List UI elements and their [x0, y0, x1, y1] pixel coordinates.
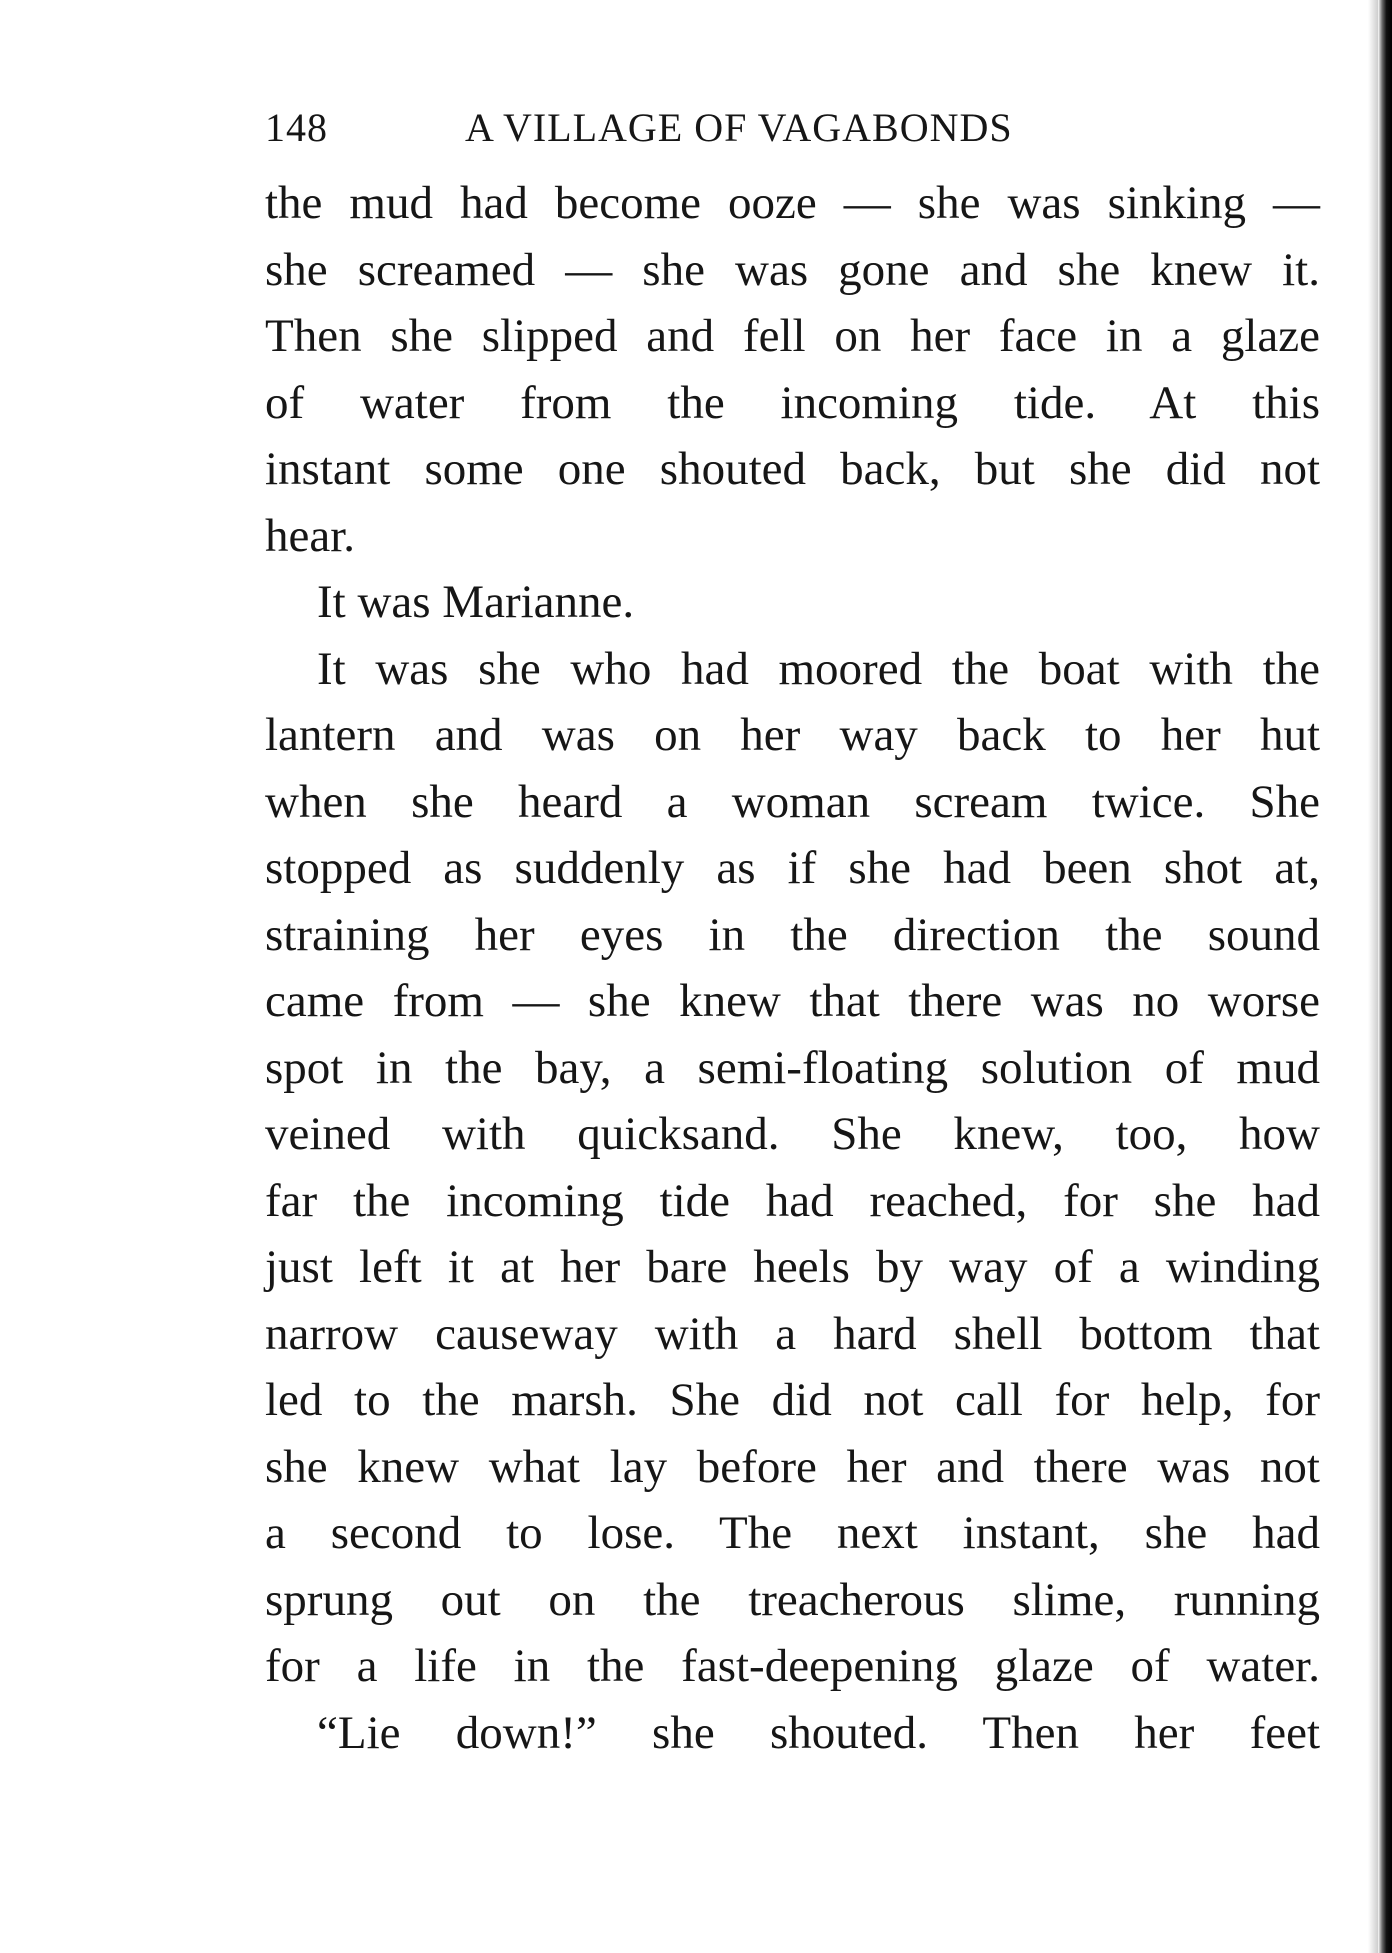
text-line: led to the marsh. She did not call for help, for — [265, 1374, 1320, 1426]
text-line: the mud had become ooze — she was sinking — — [265, 177, 1320, 229]
text-line: just left it at her bare heels by way of a winding — [265, 1241, 1320, 1293]
running-head — [265, 98, 1325, 158]
text-line: lantern and was on her way back to her hut — [265, 709, 1320, 761]
text-line: when she heard a woman scream twice. She — [265, 775, 1320, 828]
book-title: A VILLAGE OF VAGABONDS — [465, 105, 1013, 150]
page-number: 148 — [265, 105, 328, 150]
text-line: It was Marianne. — [317, 576, 635, 628]
text-line: stopped as suddenly as if she had been shot at, — [265, 842, 1320, 894]
text-line: for a life in the fast-deepening glaze of water. — [265, 1640, 1320, 1692]
text-line: veined with quicksand. She knew, too, how — [265, 1108, 1320, 1160]
text-line: It was she who had moored the boat with the — [317, 642, 1320, 695]
text-line: of water from the incoming tide. At this — [265, 376, 1320, 429]
text-line: came from — she knew that there was no worse — [265, 975, 1320, 1027]
text-line: spot in the bay, a semi-floating solution of mud — [265, 1041, 1320, 1094]
text-line: straining her eyes in the direction the sound — [265, 908, 1320, 961]
text-line: “Lie down!” she shouted. Then her feet — [317, 1706, 1320, 1759]
text-line: she knew what lay before her and there was not — [265, 1440, 1320, 1493]
body-text — [265, 170, 1320, 1766]
text-line: far the incoming tide had reached, for she had — [265, 1174, 1320, 1227]
text-line: she screamed — she was gone and she knew it. — [265, 243, 1320, 296]
text-line: instant some one shouted back, but she did not — [265, 443, 1320, 495]
text-line: hear. — [265, 509, 356, 562]
text-line: a second to lose. The next instant, she had — [265, 1507, 1320, 1559]
text-line: narrow causeway with a hard shell bottom that — [265, 1307, 1320, 1360]
binding-shadow — [1368, 0, 1378, 1953]
binding-edge — [1378, 0, 1392, 1953]
text-line: Then she slipped and fell on her face in a glaze — [265, 310, 1320, 362]
text-line: sprung out on the treacherous slime, running — [265, 1573, 1320, 1626]
